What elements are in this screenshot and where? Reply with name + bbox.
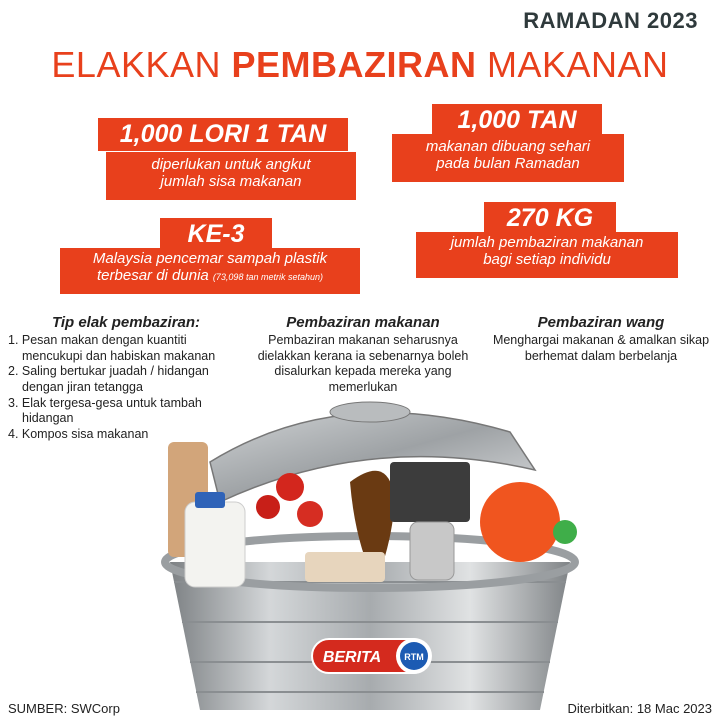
stat-rank-line2-wrap bbox=[60, 267, 360, 284]
stat-rank bbox=[160, 218, 272, 251]
milk-bottle bbox=[185, 502, 245, 587]
stat-rank-body bbox=[60, 248, 360, 294]
tip-item: 2. Saling bertukar juadah / hidangan dengan jiran tetangga bbox=[8, 364, 209, 394]
page-title bbox=[0, 44, 720, 86]
stat-rank-line2: terbesar di dunia bbox=[97, 267, 209, 285]
stat-kg-line2: bagi setiap individu bbox=[483, 251, 611, 269]
stat-tons-body bbox=[392, 134, 624, 182]
stat-rank-line1: Malaysia pencemar sampah plastik bbox=[92, 250, 328, 267]
stat-lorries-line2: jumlah sisa makanan bbox=[160, 173, 302, 191]
food-waste-title: Pembaziran makanan bbox=[286, 314, 440, 331]
food-waste-text: Pembaziran makanan seharusnya dielakkan kerana ia sebenarnya boleh disalurkan kepada mereka yang memerlukan bbox=[257, 333, 469, 394]
stat-lorries-body bbox=[106, 152, 356, 200]
food-waste-section bbox=[256, 314, 470, 396]
lid-handle bbox=[330, 402, 410, 422]
drink-can bbox=[410, 522, 454, 580]
green-cap bbox=[553, 520, 577, 544]
stat-kg bbox=[484, 202, 616, 235]
stat-lorries bbox=[98, 118, 348, 151]
money-waste-section bbox=[490, 314, 712, 364]
stat-lorries-head: 1,000 LORI 1 TAN bbox=[98, 118, 348, 151]
tip-item: 4. Kompos sisa makanan bbox=[8, 426, 149, 441]
tomato bbox=[256, 495, 280, 519]
title-part-3: MAKANAN bbox=[476, 44, 669, 85]
money-waste-title: Pembaziran wang bbox=[537, 314, 665, 331]
tip-item: 1. Pesan makan dengan kuantiti mencukupi dan habiskan makanan bbox=[8, 333, 216, 363]
food-box bbox=[305, 552, 385, 582]
stat-rank-note: (73,098 tan metrik setahun) bbox=[212, 272, 323, 283]
published-date: Diterbitkan: 18 Mac 2023 bbox=[567, 701, 712, 716]
tomato bbox=[297, 501, 323, 527]
stat-tons bbox=[432, 104, 602, 137]
source-text: SUMBER: SWCorp bbox=[8, 701, 120, 716]
money-waste-text: Menghargai makanan & amalkan sikap berhemat dalam berbelanja bbox=[492, 333, 710, 363]
title-part-1: ELAKKAN bbox=[51, 44, 232, 85]
berita-logo bbox=[312, 638, 432, 674]
stat-lorries-line1: diperlukan untuk angkut bbox=[151, 156, 311, 173]
tomato bbox=[276, 473, 304, 501]
title-part-2: PEMBAZIRAN bbox=[231, 44, 477, 85]
stat-rank-head: KE-3 bbox=[160, 218, 272, 251]
stat-kg-line1: jumlah pembaziran makanan bbox=[450, 234, 644, 251]
stat-kg-head: 270 KG bbox=[484, 202, 616, 235]
logo-text: BERITA bbox=[322, 649, 382, 666]
stat-kg-body bbox=[416, 232, 678, 278]
stat-tons-head: 1,000 TAN bbox=[432, 104, 602, 137]
stat-tons-line1: makanan dibuang sehari bbox=[425, 138, 591, 155]
logo-badge: RTM bbox=[404, 652, 424, 662]
egg-carton bbox=[390, 462, 470, 522]
header-tag: RAMADAN 2023 bbox=[523, 8, 698, 33]
milk-cap bbox=[195, 492, 225, 508]
tip-item: 3. Elak tergesa-gesa untuk tambah hidangan bbox=[8, 395, 202, 426]
trash-can-illustration bbox=[140, 392, 600, 710]
sauce-jar bbox=[480, 482, 560, 562]
tips-title: Tip elak pembaziran: bbox=[51, 314, 201, 331]
stat-tons-line2: pada bulan Ramadan bbox=[436, 155, 580, 173]
